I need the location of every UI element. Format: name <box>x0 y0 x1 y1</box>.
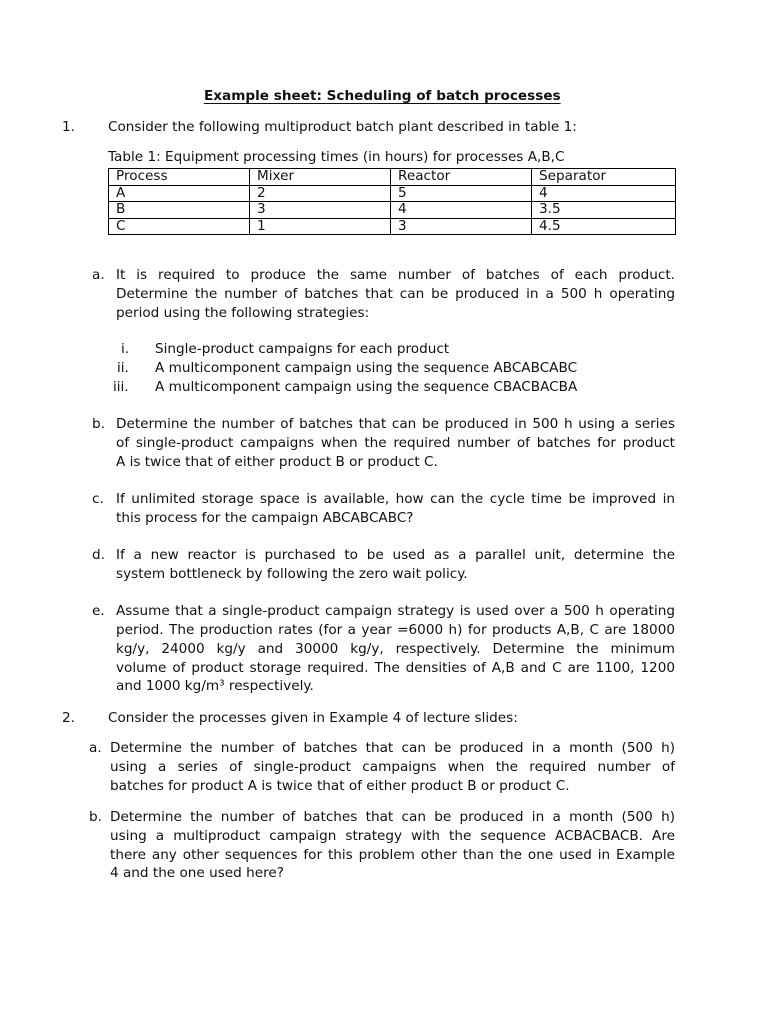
sub-item-text: A multicomponent campaign using the sequence ABCABCABC <box>155 360 578 376</box>
part-1e-line: and 1000 kg/m³ respectively. <box>116 678 314 694</box>
table-cell: 4.5 <box>532 218 676 235</box>
part-1b-line: Determine the number of batches that can be produced in 500 h using a series <box>116 416 675 432</box>
table-row <box>109 185 676 202</box>
part-2a-line: batches for product A is twice that of either product B or product C. <box>110 778 570 794</box>
sub-item-text: A multicomponent campaign using the sequence CBACBACBA <box>155 379 578 395</box>
part-2b-label: b. <box>89 809 102 825</box>
sub-item-label: ii. <box>117 360 129 376</box>
part-2a-label: a. <box>89 740 102 756</box>
part-1c-line: If unlimited storage space is available, how can the cycle time be improved in <box>116 491 675 507</box>
page-title: Example sheet: Scheduling of batch processes <box>204 88 561 104</box>
table-cell: A <box>109 185 250 202</box>
table-cell: B <box>109 202 250 219</box>
part-2b-line: using a multiproduct campaign strategy with the sequence ACBACBACB. Are <box>110 828 675 844</box>
part-1b-label: b. <box>92 416 105 432</box>
table-caption: Table 1: Equipment processing times (in hours) for processes A,B,C <box>108 149 565 165</box>
part-2b-line: Determine the number of batches that can be produced in a month (500 h) <box>110 809 675 825</box>
part-2a-line: using a series of single-product campaigns when the required number of <box>110 759 675 775</box>
part-1e-label: e. <box>92 603 105 619</box>
part-1d-line: If a new reactor is purchased to be used as a parallel unit, determine the <box>116 547 675 563</box>
part-2b-line: there any other sequences for this problem other than the one used in Example <box>110 847 675 863</box>
part-1b-line: A is twice that of either product B or product C. <box>116 454 438 470</box>
part-1d-line: system bottleneck by following the zero wait policy. <box>116 566 468 582</box>
part-2a-line: Determine the number of batches that can be produced in a month (500 h) <box>110 740 675 756</box>
part-1b-line: of single-product campaigns when the required number of batches for product <box>116 435 675 451</box>
part-1e-line: kg/y, 24000 kg/y and 30000 kg/y, respectively. Determine the minimum <box>116 641 675 657</box>
part-1d-label: d. <box>92 547 105 563</box>
sub-item-label: i. <box>121 341 130 357</box>
table-cell: C <box>109 218 250 235</box>
table-cell: 1 <box>250 218 391 235</box>
table-header-row <box>109 169 676 186</box>
table-row <box>109 218 676 235</box>
part-1e-line: Assume that a single-product campaign strategy is used over a 500 h operating <box>116 603 675 619</box>
table-row <box>109 202 676 219</box>
table-cell: 3 <box>391 218 532 235</box>
part-1e-line: volume of product storage required. The densities of A,B and C are 1100, 1200 <box>116 660 675 676</box>
table-cell: 4 <box>532 185 676 202</box>
part-1c-line: this process for the campaign ABCABCABC? <box>116 510 414 526</box>
part-2b-line: 4 and the one used here? <box>110 865 284 881</box>
part-1a-label: a. <box>92 267 105 283</box>
table-header-cell: Mixer <box>250 169 391 186</box>
table-header-cell: Reactor <box>391 169 532 186</box>
question-2-intro: Consider the processes given in Example 4 of lecture slides: <box>108 710 518 726</box>
sub-item-text: Single-product campaigns for each product <box>155 341 450 357</box>
part-1a-line: period using the following strategies: <box>116 305 370 321</box>
part-1e-line: period. The production rates (for a year =6000 h) for products A,B, C are 18000 <box>116 622 675 638</box>
table-cell: 3.5 <box>532 202 676 219</box>
processing-times-table <box>108 168 676 235</box>
question-1-number: 1. <box>62 119 75 135</box>
table-header-cell: Process <box>109 169 250 186</box>
table-cell: 4 <box>391 202 532 219</box>
table-cell: 3 <box>250 202 391 219</box>
part-1a-line: Determine the number of batches that can be produced in a 500 h operating <box>116 286 675 302</box>
table-cell: 2 <box>250 185 391 202</box>
table-header-cell: Separator <box>532 169 676 186</box>
table-cell: 5 <box>391 185 532 202</box>
sub-item-label: iii. <box>113 379 129 395</box>
question-2-number: 2. <box>62 710 75 726</box>
question-1-intro: Consider the following multiproduct batch plant described in table 1: <box>108 119 577 135</box>
part-1a-line: It is required to produce the same number of batches of each product. <box>116 267 675 283</box>
part-1c-label: c. <box>92 491 104 507</box>
